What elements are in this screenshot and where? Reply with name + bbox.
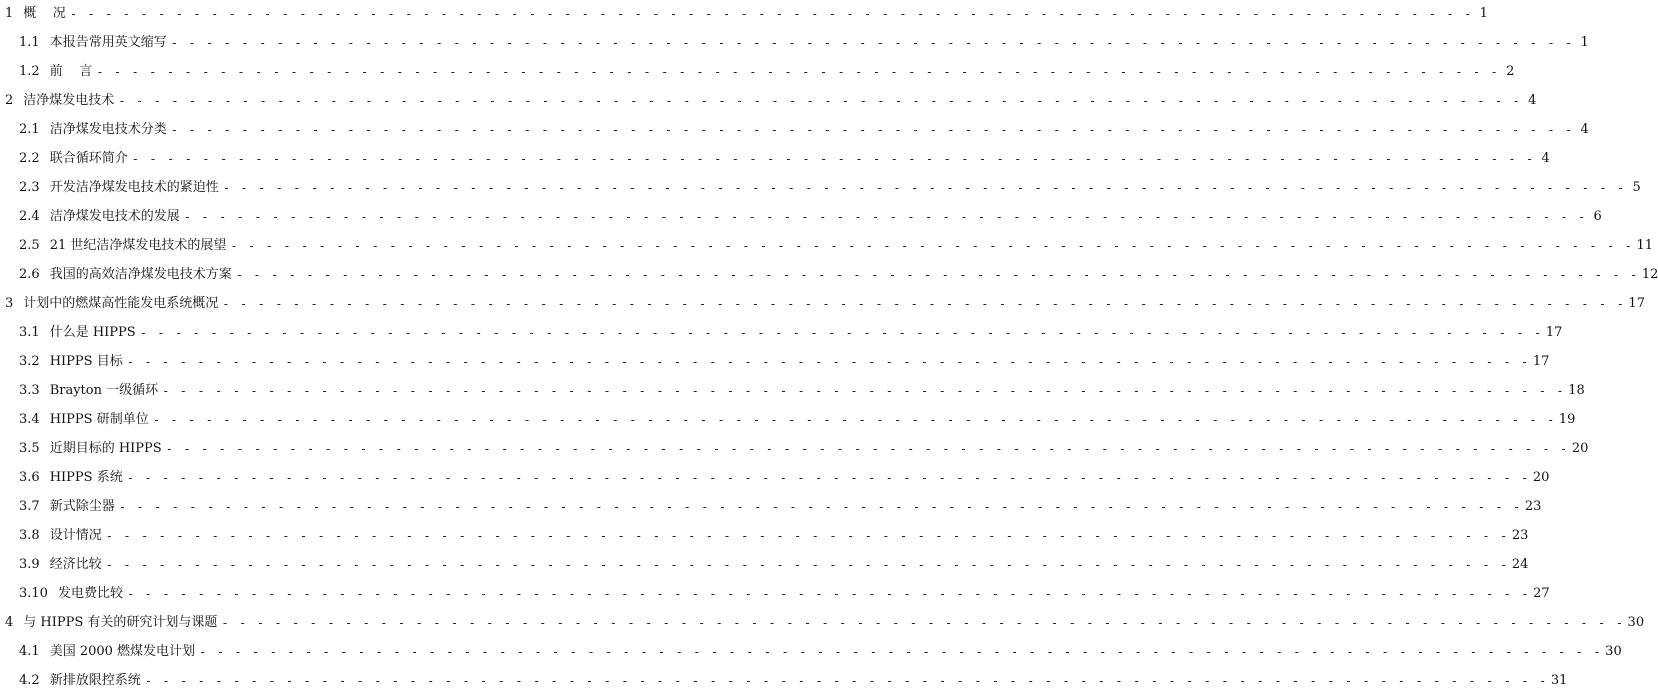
toc-chapter-entry[interactable] (0, 86, 1537, 115)
toc-entry-page-number: 2 (1506, 63, 1515, 79)
toc-section-entry[interactable] (0, 28, 1589, 57)
toc-entry-page-number: 20 (1532, 469, 1550, 485)
toc-leader-dashes: - - - - - - - - - - - - - - - - - - - - - - - - - - - - - - - - - - - - - - - - - - - - - - - - - - - - - - - - - - - - - - - - - - - - - - - - - - - - - - - - (105, 557, 1509, 572)
toc-entry-page-number: 20 (1571, 440, 1589, 456)
toc-leader-dashes: - - - - - - - - - - - - - - - - - - - - - - - - - - - - - - - - - - - - - - - - - - - - - - - - - - - - - - - - - - - - - - - - - - - - - - - - - - - - - - - - (221, 615, 1625, 630)
toc-entry-title: 计划中的燃煤高性能发电系统概况 (23, 295, 219, 311)
toc-leader-dashes: - - - - - - - - - - - - - - - - - - - - - - - - - - - - - - - - - - - - - - - - - - - - - - - - - - - - - - - - - - - - - - - - - - - - - - - - - - - - - - - - (222, 296, 1626, 311)
toc-section-entry[interactable] (0, 434, 1589, 463)
toc-leader-dashes: - - - - - - - - - - - - - - - - - - - - - - - - - - - - - - - - - - - - - - - - - - - - - - - - - - - - - - - - - - - - - - - - - - - - - - - - - - - - - - - - (183, 209, 1587, 224)
toc-chapter-entry[interactable] (0, 608, 1645, 637)
toc-section-entry[interactable] (0, 231, 1654, 260)
toc-entry-number: 3.7 (19, 498, 40, 514)
toc-leader-dashes: - - - - - - - - - - - - - - - - - - - - - - - - - - - - - - - - - - - - - - - - - - - - - - - - - - - - - - - - - - - - - - - - - - - - - - - - - - - - - - - - (131, 151, 1535, 166)
toc-entry-title: 近期目标的 HIPPS (49, 440, 162, 456)
toc-entry-page-number: 17 (1532, 353, 1550, 369)
toc-section-entry[interactable] (0, 463, 1550, 492)
toc-entry-page-number: 19 (1558, 411, 1576, 427)
toc-section-entry[interactable] (0, 260, 1658, 289)
toc-entry-title: 联合循环简介 (49, 150, 128, 166)
toc-entry-title: 我国的高效洁净煤发电技术方案 (49, 266, 232, 282)
toc-entry-number: 3.4 (19, 411, 40, 427)
toc-entry-title: HIPPS 系统 (49, 469, 123, 485)
toc-entry-number: 3.9 (19, 556, 40, 572)
toc-entry-number: 3.6 (19, 469, 40, 485)
toc-leader-dashes: - - - - - - - - - - - - - - - - - - - - - - - - - - - - - - - - - - - - - - - - - - - - - - - - - - - - - - - - - - - - - - - - - - - - - - - - - - - - - - - - (235, 267, 1639, 282)
toc-entry-number: 1.1 (19, 34, 40, 50)
toc-section-entry[interactable] (0, 579, 1550, 608)
toc-section-entry[interactable] (0, 144, 1550, 173)
toc-entry-number: 4.1 (19, 643, 40, 659)
toc-entry-number: 2 (5, 92, 14, 108)
toc-entry-title: 洁净煤发电技术的发展 (49, 208, 180, 224)
toc-entry-number: 3.1 (19, 324, 40, 340)
toc-entry-title: HIPPS 研制单位 (49, 411, 149, 427)
toc-leader-dashes: - - - - - - - - - - - - - - - - - - - - - - - - - - - - - - - - - - - - - - - - - - - - - - - - - - - - - - - - - - - - - - - - - - - - - - - - - - - - - - - - (170, 122, 1574, 137)
toc-leader-dashes: - - - - - - - - - - - - - - - - - - - - - - - - - - - - - - - - - - - - - - - - - - - - - - - - - - - - - - - - - - - - - - - - - - - - - - - - - - - - - - - - (165, 441, 1569, 456)
toc-entry-title: 21 世纪洁净煤发电技术的展望 (49, 237, 227, 253)
toc-entry-page-number: 18 (1568, 382, 1585, 398)
toc-leader-dashes: - - - - - - - - - - - - - - - - - - - - - - - - - - - - - - - - - - - - - - - - - - - - - - - - - - - - - - - - - - - - - - - - - - - - - - - - - - - - - - - - (144, 673, 1548, 688)
toc-entry-page-number: 17 (1545, 324, 1563, 340)
toc-leader-dashes: - - - - - - - - - - - - - - - - - - - - - - - - - - - - - - - - - - - - - - - - - - - - - - - - - - - - - - - - - - - - - - - - - - - - - - - - - - - - - - - - (126, 586, 1531, 601)
toc-entry-page-number: 24 (1511, 556, 1529, 572)
toc-leader-dashes: - - - - - - - - - - - - - - - - - - - - - - - - - - - - - - - - - - - - - - - - - - - - - - - - - - - - - - - - - - - - - - - - - - - - - - - - - - - - - - - - (162, 383, 1566, 398)
toc-entry-number: 4.2 (19, 672, 40, 688)
toc-entry-title: 经济比较 (49, 556, 102, 572)
toc-entry-page-number: 27 (1533, 585, 1550, 601)
toc-section-entry[interactable] (0, 202, 1602, 231)
toc-entry-number: 3.8 (19, 527, 40, 543)
toc-entry-title: 什么是 HIPPS (49, 324, 136, 340)
toc-entry-number: 2.5 (19, 237, 40, 253)
toc-leader-dashes: - - - - - - - - - - - - - - - - - - - - - - - - - - - - - - - - - - - - - - - - - - - - - - - - - - - - - - - - - - - - - - - - - - - - - - - - - - - - - - - - (222, 180, 1626, 195)
toc-section-entry[interactable] (0, 376, 1585, 405)
toc-entry-page-number: 6 (1593, 208, 1602, 224)
toc-section-entry[interactable] (0, 492, 1542, 521)
toc-leader-dashes: - - - - - - - - - - - - - - - - - - - - - - - - - - - - - - - - - - - - - - - - - - - - - - - - - - - - - - - - - - - - - - - - - - - - - - - - - - - - - - - - (126, 354, 1530, 369)
toc-entry-title: 新式除尘器 (49, 498, 115, 514)
toc-entry-number: 2.6 (19, 266, 40, 282)
toc-entry-page-number: 1 (1580, 34, 1589, 50)
toc-entry-number: 3.10 (19, 585, 48, 601)
toc-entry-number: 2.2 (19, 150, 40, 166)
toc-entry-page-number: 4 (1528, 92, 1537, 108)
toc-section-entry[interactable] (0, 521, 1529, 550)
toc-entry-number: 1.2 (19, 63, 40, 79)
toc-entry-page-number: 31 (1550, 672, 1568, 688)
toc-entry-page-number: 23 (1511, 527, 1529, 543)
toc-entry-title: 新排放限控系统 (49, 672, 141, 688)
toc-entry-title: 与 HIPPS 有关的研究计划与课题 (23, 614, 218, 630)
toc-entry-number: 2.1 (19, 121, 40, 137)
toc-entry-number: 4 (5, 614, 14, 630)
toc-leader-dashes: - - - - - - - - - - - - - - - - - - - - - - - - - - - - - - - - - - - - - - - - - - - - - - - - - - - - - - - - - - - - - - - - - - - - - - - - - - - - - - - - (139, 325, 1543, 340)
toc-entry-page-number: 5 (1632, 179, 1641, 195)
toc-leader-dashes: - - - - - - - - - - - - - - - - - - - - - - - - - - - - - - - - - - - - - - - - - - - - - - - - - - - - - - - - - - - - - - - - - - - - - - - - - - - - - - - - (96, 64, 1500, 79)
toc-section-entry[interactable] (0, 57, 1515, 86)
toc-section-entry[interactable] (0, 550, 1529, 579)
toc-leader-dashes: - - - - - - - - - - - - - - - - - - - - - - - - - - - - - - - - - - - - - - - - - - - - - - - - - - - - - - - - - - - - - - - - - - - - - - - - - - - - - - - - (170, 35, 1574, 50)
toc-entry-page-number: 17 (1628, 295, 1645, 311)
toc-entry-title: 洁净煤发电技术 (23, 92, 115, 108)
toc-chapter-entry[interactable] (0, 289, 1645, 318)
toc-entry-page-number: 12 (1641, 266, 1658, 282)
toc-leader-dashes: - - - - - - - - - - - - - - - - - - - - - - - - - - - - - - - - - - - - - - - - - - - - - - - - - - - - - - - - - - - - - - - - - - - - - - - - - - - - - - - - (69, 6, 1473, 21)
toc-entry-page-number: 11 (1636, 237, 1654, 253)
toc-entry-title: 洁净煤发电技术分类 (49, 121, 167, 137)
toc-entry-title: Brayton 一级循环 (49, 382, 159, 398)
toc-section-entry[interactable] (0, 173, 1641, 202)
toc-entry-title: 开发洁净煤发电技术的紧迫性 (49, 179, 219, 195)
toc-entry-title: 美国 2000 燃煤发电计划 (49, 643, 196, 659)
toc-leader-dashes: - - - - - - - - - - - - - - - - - - - - - - - - - - - - - - - - - - - - - - - - - - - - - - - - - - - - - - - - - - - - - - - - - - - - - - - - - - - - - - - - (118, 93, 1522, 108)
toc-entry-title: 本报告常用英文缩写 (49, 34, 167, 50)
toc-entry-title: 发电费比较 (57, 585, 123, 601)
toc-chapter-entry[interactable] (0, 0, 1488, 28)
toc-leader-dashes: - - - - - - - - - - - - - - - - - - - - - - - - - - - - - - - - - - - - - - - - - - - - - - - - - - - - - - - - - - - - - - - - - - - - - - - - - - - - - - - - (126, 470, 1530, 485)
toc-entry-number: 2.3 (19, 179, 40, 195)
toc-entry-title: 前 言 (49, 63, 93, 79)
toc-entry-page-number: 30 (1627, 614, 1645, 630)
toc-section-entry[interactable] (0, 115, 1589, 144)
toc-entry-number: 1 (5, 5, 14, 21)
toc-leader-dashes: - - - - - - - - - - - - - - - - - - - - - - - - - - - - - - - - - - - - - - - - - - - - - - - - - - - - - - - - - - - - - - - - - - - - - - - - - - - - - - - - (152, 412, 1556, 427)
toc-leader-dashes: - - - - - - - - - - - - - - - - - - - - - - - - - - - - - - - - - - - - - - - - - - - - - - - - - - - - - - - - - - - - - - - - - - - - - - - - - - - - - - - - (118, 499, 1522, 514)
toc-entry-title: 设计情况 (49, 527, 102, 543)
toc-entry-number: 2.4 (19, 208, 40, 224)
toc-leader-dashes: - - - - - - - - - - - - - - - - - - - - - - - - - - - - - - - - - - - - - - - - - - - - - - - - - - - - - - - - - - - - - - - - - - - - - - - - - - - - - - - - (199, 644, 1603, 659)
toc-entry-title: HIPPS 目标 (49, 353, 123, 369)
toc-entry-number: 3.3 (19, 382, 40, 398)
toc-section-entry[interactable] (0, 347, 1550, 376)
toc-section-entry[interactable] (0, 637, 1622, 666)
toc-entry-page-number: 4 (1541, 150, 1550, 166)
toc-entry-page-number: 1 (1479, 5, 1488, 21)
toc-leader-dashes: - - - - - - - - - - - - - - - - - - - - - - - - - - - - - - - - - - - - - - - - - - - - - - - - - - - - - - - - - - - - - - - - - - - - - - - - - - - - - - - - (230, 238, 1634, 253)
toc-leader-dashes: - - - - - - - - - - - - - - - - - - - - - - - - - - - - - - - - - - - - - - - - - - - - - - - - - - - - - - - - - - - - - - - - - - - - - - - - - - - - - - - - (105, 528, 1509, 543)
toc-entry-number: 3.2 (19, 353, 40, 369)
toc-entry-title: 概 况 (23, 5, 66, 21)
toc-entry-page-number: 30 (1605, 643, 1622, 659)
toc-section-entry[interactable] (0, 405, 1576, 434)
toc-section-entry[interactable] (0, 666, 1568, 695)
toc-entry-page-number: 23 (1524, 498, 1542, 514)
toc-section-entry[interactable] (0, 318, 1563, 347)
toc-entry-number: 3.5 (19, 440, 40, 456)
toc-entry-page-number: 4 (1580, 121, 1589, 137)
toc-entry-number: 3 (5, 295, 14, 311)
